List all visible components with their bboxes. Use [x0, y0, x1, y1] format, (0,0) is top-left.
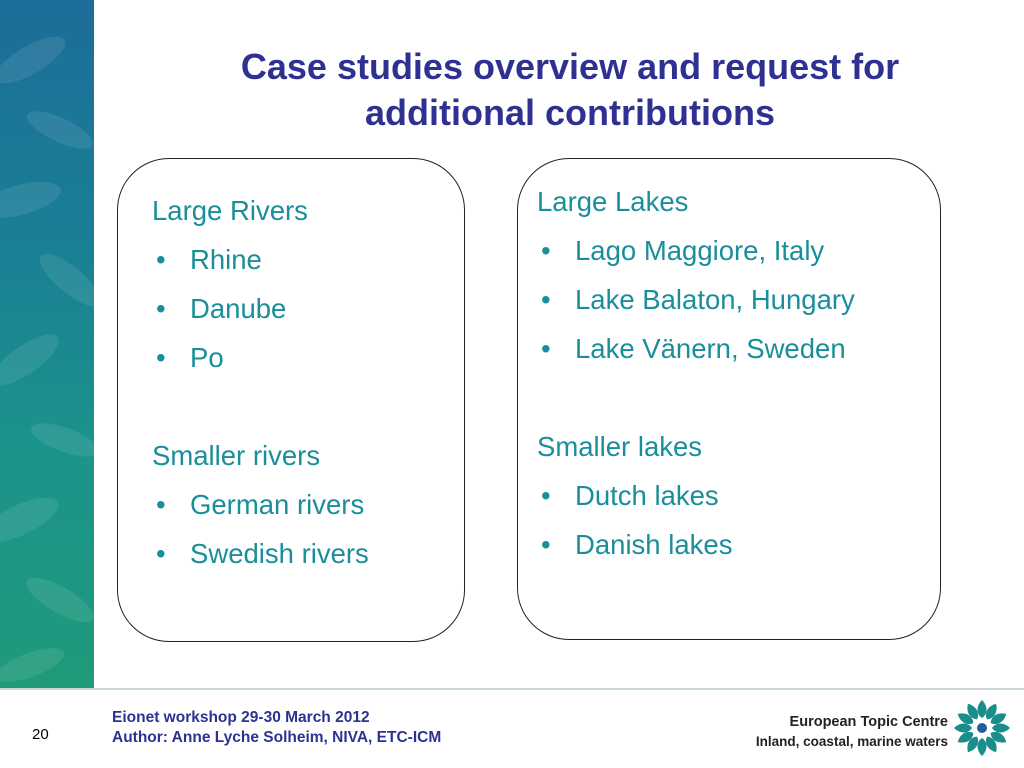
smaller-lakes-heading: Smaller lakes — [537, 431, 703, 462]
list-item: • Danube — [152, 284, 369, 333]
large-rivers-heading: Large Rivers — [152, 195, 308, 226]
rivers-list — [152, 186, 369, 578]
page-number: 20 — [32, 726, 49, 743]
list-item: • Dutch lakes — [537, 471, 855, 520]
list-item: • Po — [152, 333, 369, 382]
etc-logo-text — [752, 712, 948, 752]
list-item: • Lago Maggiore, Italy — [537, 226, 855, 275]
list-item: • German rivers — [152, 480, 369, 529]
slide-title — [150, 44, 990, 136]
list-item: • Rhine — [152, 235, 369, 284]
etc-flower-logo-icon — [952, 698, 1012, 758]
footer-author: Author: Anne Lyche Solheim, NIVA, ETC-ICM — [112, 729, 442, 746]
list-item: • Lake Balaton, Hungary — [537, 275, 855, 324]
list-item: • Danish lakes — [537, 520, 855, 569]
logo-subtitle: Inland, coastal, marine waters — [755, 734, 948, 749]
decorative-sidebar — [0, 0, 94, 688]
spacer — [152, 382, 369, 431]
footer-credits — [112, 708, 441, 748]
swirl-pattern-icon — [0, 0, 94, 688]
logo-title: European Topic Centre — [789, 714, 948, 730]
spacer — [537, 373, 855, 422]
title-line-1: Case studies overview and request for — [240, 46, 900, 87]
footer-divider — [0, 688, 1024, 690]
lakes-list — [537, 177, 855, 569]
large-lakes-heading: Large Lakes — [537, 186, 689, 217]
smaller-rivers-heading: Smaller rivers — [152, 440, 321, 471]
list-item: • Lake Vänern, Sweden — [537, 324, 855, 373]
title-line-2: additional contributions — [365, 92, 775, 133]
list-item: • Swedish rivers — [152, 529, 369, 578]
footer-event: Eionet workshop 29-30 March 2012 — [112, 709, 370, 726]
